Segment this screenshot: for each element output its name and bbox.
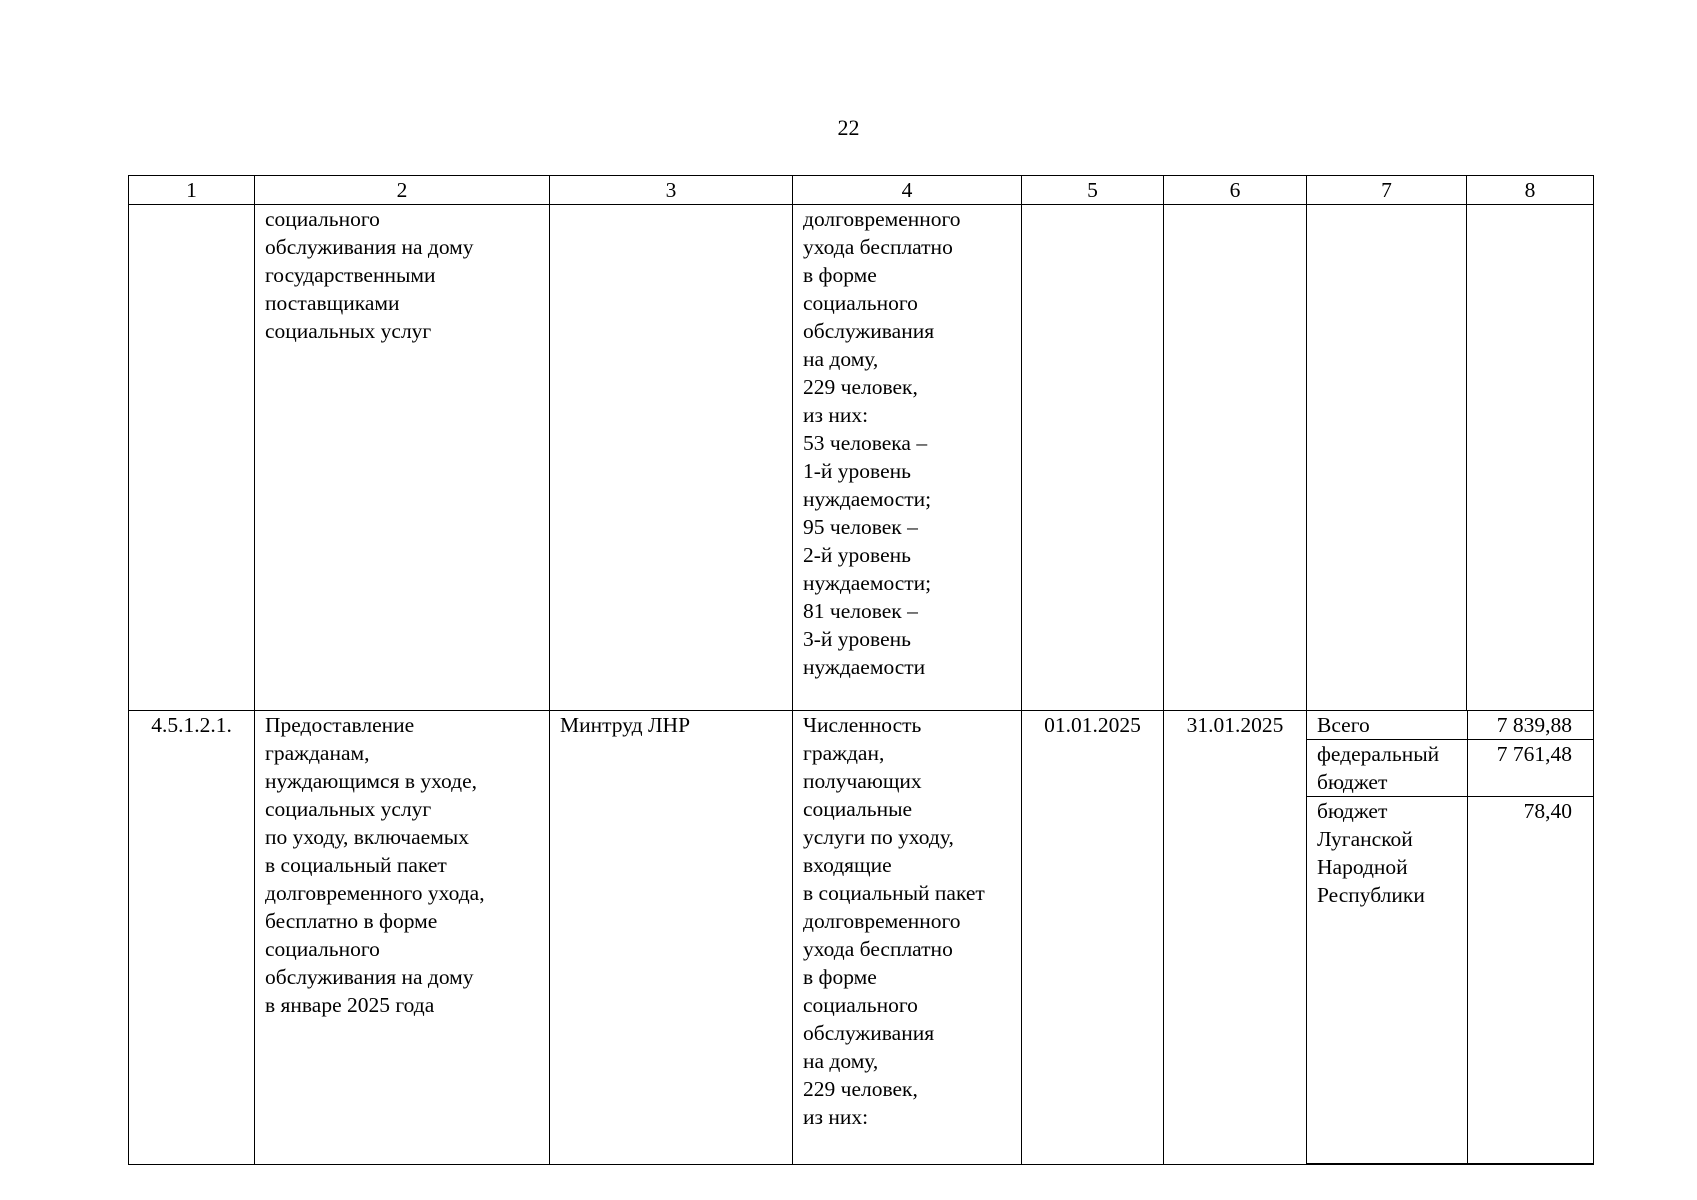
funding-amount xyxy=(1467,797,1594,1164)
cell-executor xyxy=(550,711,793,1165)
cell-number xyxy=(129,711,255,1165)
column-header-3: 3 xyxy=(550,176,793,205)
cell-funding-amount xyxy=(1467,205,1594,711)
funding-amount xyxy=(1467,740,1594,797)
document-table xyxy=(128,175,1594,1165)
column-header-5: 5 xyxy=(1022,176,1164,205)
indicator-text: долговременного ухода бесплатно в форме социального обслуживания на дому, 229 человек, из них: 53 человека – 1-й уровень нуждаемости; 95 человек – 2-й уровень нуждаемости; 81 человек – 3-й уровень нуждаемости xyxy=(803,207,961,679)
funding-row-federal xyxy=(1307,740,1594,797)
cell-funding-source xyxy=(1307,205,1467,711)
cell-start-date xyxy=(1022,205,1164,711)
cell-executor xyxy=(550,205,793,711)
funding-amount-text: 78,40 xyxy=(1523,799,1572,823)
description-text: Предоставление гражданам, нуждающимся в уходе, социальных услуг по уходу, включаемых в социальный пакет долговременного ухода, бесплатно в форме социального обслуживания на дому в январе 2025 года xyxy=(265,713,485,1017)
cell-description xyxy=(255,205,550,711)
funding-amount xyxy=(1467,711,1594,740)
cell-start-date xyxy=(1022,711,1164,1165)
cell-indicator xyxy=(793,711,1022,1165)
column-header-4: 4 xyxy=(793,176,1022,205)
cell-funding xyxy=(1307,711,1594,1165)
start-date: 01.01.2025 xyxy=(1044,713,1141,737)
funding-row-regional xyxy=(1307,797,1594,1164)
description-text: социального обслуживания на дому государственными поставщиками социальных услуг xyxy=(265,207,474,343)
cell-number xyxy=(129,205,255,711)
funding-source xyxy=(1307,797,1467,1164)
funding-source-text: Всего xyxy=(1317,713,1370,737)
indicator-text: Численность граждан, получающих социальные услуги по уходу, входящие в социальный пакет долговременного ухода бесплатно в форме социального обслуживания на дому, 229 человек, из них: xyxy=(803,713,985,1129)
column-header-1: 1 xyxy=(129,176,255,205)
funding-row-total xyxy=(1307,711,1594,740)
funding-source-text: федеральный бюджет xyxy=(1317,742,1440,794)
column-header-row xyxy=(129,176,1594,205)
cell-end-date xyxy=(1164,711,1307,1165)
funding-source-text: бюджет Луганской Народной Республики xyxy=(1317,799,1425,907)
column-header-6: 6 xyxy=(1164,176,1307,205)
page-number: 22 xyxy=(837,115,860,140)
column-header-8: 8 xyxy=(1467,176,1594,205)
cell-end-date xyxy=(1164,205,1307,711)
funding-amount-text: 7 839,88 xyxy=(1496,713,1572,737)
column-header-2: 2 xyxy=(255,176,550,205)
funding-table xyxy=(1307,711,1594,1164)
executor-text: Минтруд ЛНР xyxy=(560,713,691,737)
funding-amount-text: 7 761,48 xyxy=(1496,742,1572,766)
funding-source xyxy=(1307,711,1467,740)
end-date: 31.01.2025 xyxy=(1186,713,1284,737)
table-row-continued xyxy=(129,205,1594,711)
table-row xyxy=(129,711,1594,1165)
cell-indicator xyxy=(793,205,1022,711)
column-header-7: 7 xyxy=(1307,176,1467,205)
funding-source xyxy=(1307,740,1467,797)
row-number: 4.5.1.2.1. xyxy=(151,713,232,737)
cell-description xyxy=(255,711,550,1165)
